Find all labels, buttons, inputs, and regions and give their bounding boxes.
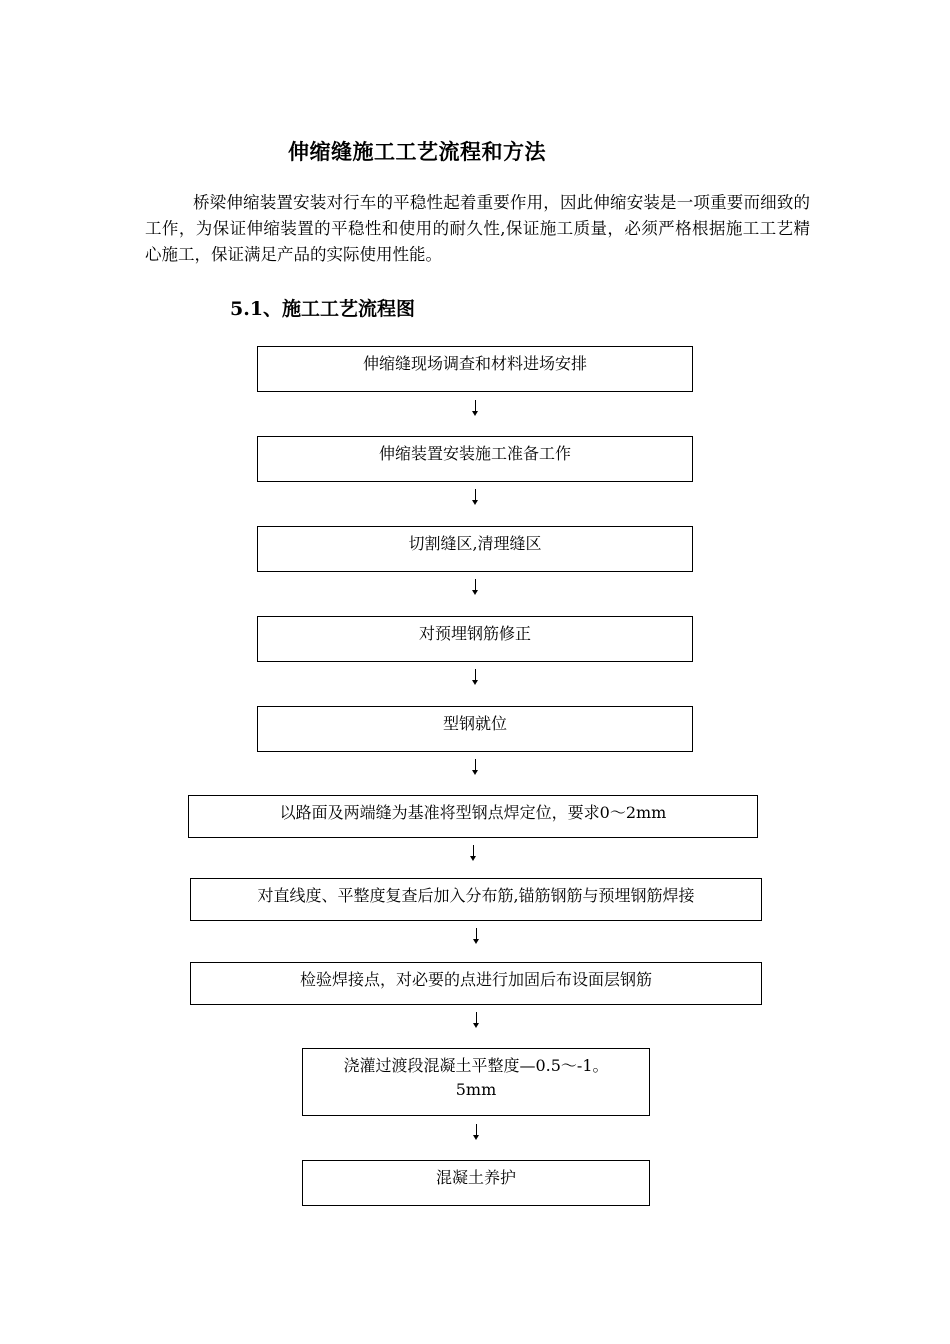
flow-arrow-8 <box>471 1012 481 1028</box>
flow-arrow-3 <box>470 579 480 595</box>
flow-arrow-5 <box>470 759 480 775</box>
flow-arrow-6 <box>468 845 478 861</box>
flow-arrow-9 <box>471 1124 481 1140</box>
flow-step-5 <box>257 706 693 752</box>
flow-step-label: 以路面及两端缝为基准将型钢点焊定位，要求0～2mm <box>279 803 667 822</box>
flow-step-3 <box>257 526 693 572</box>
flow-step-1 <box>257 346 693 392</box>
flow-step-label: 对直线度、平整度复查后加入分布筋,锚筋钢筋与预埋钢筋焊接 <box>257 886 695 905</box>
document-title: 伸缩缝施工工艺流程和方法 <box>288 139 546 164</box>
flow-step-label: 对预埋钢筋修正 <box>418 624 531 643</box>
flow-step-label: 混凝土养护 <box>435 1168 516 1187</box>
flow-step-label: 伸缩缝现场调查和材料进场安排 <box>362 354 587 373</box>
flow-step-label: 切割缝区,清理缝区 <box>408 534 542 553</box>
flow-arrow-4 <box>470 669 480 685</box>
flow-step-2 <box>257 436 693 482</box>
flow-arrow-7 <box>471 928 481 944</box>
flow-step-9 <box>302 1048 650 1116</box>
flow-step-label: 浇灌过渡段混凝土平整度—0.5～-1。5mm <box>343 1056 609 1099</box>
flow-step-label: 型钢就位 <box>442 714 507 733</box>
flow-arrow-1 <box>470 400 480 416</box>
flow-step-label: 伸缩装置安装施工准备工作 <box>378 444 571 463</box>
intro-paragraph: 桥梁伸缩装置安装对行车的平稳性起着重要作用，因此伸缩安装是一项重要而细致的工作，为保证伸缩装置的平稳性和使用的耐久性,保证施工质量，必须严格根据施工工艺精心施工，保证满足产品的实际使用性能。 <box>145 193 810 264</box>
flow-step-4 <box>257 616 693 662</box>
flow-step-10 <box>302 1160 650 1206</box>
flow-arrow-2 <box>470 489 480 505</box>
flow-step-7 <box>190 878 762 921</box>
flow-step-8 <box>190 962 762 1005</box>
flow-step-label: 检验焊接点，对必要的点进行加固后布设面层钢筋 <box>299 970 652 989</box>
section-heading: 5.1、施工工艺流程图 <box>230 298 416 320</box>
flow-step-6 <box>188 795 758 838</box>
